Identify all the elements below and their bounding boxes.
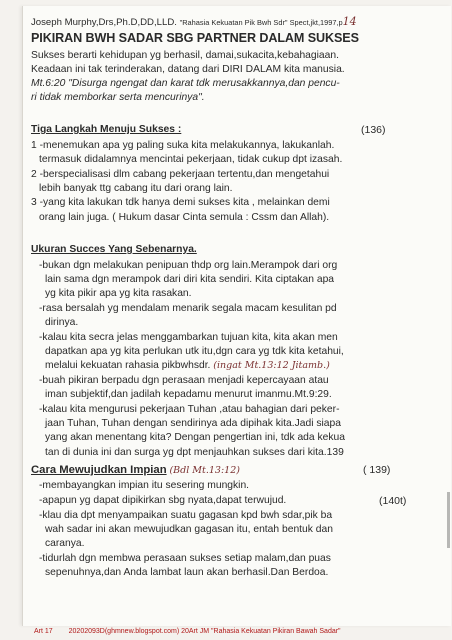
- body-line: -apapun yg dapat dipikirkan sbg nyata,dapat terwujud.: [39, 495, 287, 506]
- citation-author: Joseph Murphy,Drs,Ph.D,DD,LLD.: [31, 17, 177, 28]
- margin-mark: [447, 492, 450, 548]
- body-line: lain sama dgn merampok dari diri kita sendiri. Kita ciptakan apa: [45, 274, 335, 285]
- body-line: tan di dunia ini dan surga yg dpt menjauhkan sukses dari kita.139: [45, 447, 344, 458]
- handwritten-annotation: (ingat Mt.13:12 Jitamb.): [213, 360, 330, 371]
- body-line: jaan Tuhan, Tuhan dengan sendirinya ada dipihak kita.Jadi siapa: [45, 418, 341, 429]
- intro-line-4: ri tidak memborkar serta mencurinya".: [31, 92, 205, 103]
- body-line: yang akan menentang kita? Dengan pengertian ini, tdk ada kekua: [45, 432, 345, 443]
- body-line: -kalau kita secra jelas menggambarkan tujuan kita, kita akan men: [39, 332, 338, 343]
- step-line: 3 -yang kita lakukan tdk hanya demi sukses kita , melainkan demi: [31, 197, 330, 208]
- page-footer: [34, 628, 355, 635]
- body-line: -bukan dgn melakukan penipuan thdp org lain.Merampok dari org: [39, 260, 338, 271]
- document-page: [22, 6, 451, 626]
- intro-line-2: Keadaan ini tak terinderakan, datang dari DIRI DALAM kita manusia.: [31, 64, 345, 75]
- body-line: yg kita pikir apa yg kita rasakan.: [45, 288, 192, 299]
- section-heading-ukuran-sukses: Ukuran Succes Yang Sebenarnya.: [31, 244, 197, 255]
- body-line: -membayangkan impian itu sesering mungkin.: [39, 480, 250, 491]
- body-line: sepenuhnya,dan Anda lambat laun akan berhasil.Dan Berdoa.: [45, 567, 329, 578]
- step-line: orang lain juga. ( Hukum dasar Cinta semula : Cssm dan Allah).: [39, 212, 330, 223]
- section3-heading-line: [31, 464, 240, 477]
- intro-line-3: Mt.6:20 "Disurga ngengat dan karat tdk merusakkannya,dan pencu-: [31, 78, 340, 89]
- section1-page-ref: (136): [361, 124, 386, 136]
- body-line: -buah pikiran berpadu dgn perasaan menjadi kepercayaan atau: [39, 375, 329, 386]
- section-heading-cara-mewujudkan: Cara Mewujudkan Impian: [31, 464, 167, 476]
- body-line: -klau dia dpt menyampaikan suatu gagasan kpd bwh sdar,pik ba: [39, 510, 333, 521]
- step-line: 2 -berspecialisasi dlm cabang pekerjaan tertentu,dan mengetahui: [31, 169, 330, 180]
- body-line: -tidurlah dgn membwa perasaan sukses setiap malam,dan puas: [39, 553, 331, 564]
- section-heading-tiga-langkah: Tiga Langkah Menuju Sukses :: [31, 124, 182, 135]
- step-line: 1 -menemukan apa yg paling suka kita melakukannya, lakukanlah.: [31, 140, 335, 151]
- page-title: PIKIRAN BWH SADAR SBG PARTNER DALAM SUKSES: [31, 31, 359, 45]
- body-line: dapatkan apa yg kita perlukan utk itu,dgn cara yg tdk kita ketahui,: [45, 346, 344, 357]
- citation-line: [31, 16, 357, 29]
- section3-page-ref: ( 139): [363, 464, 391, 476]
- body-line: caranya.: [45, 538, 85, 549]
- citation-source: "Rahasia Kekuatan Pik Bwh Sdr" Spect,jkt,1997,p: [179, 18, 343, 27]
- footer-art-number: Art 17: [34, 628, 53, 635]
- body-line-text: melalui kekuatan rahasia pikbwhsdr.: [45, 360, 211, 371]
- step-line: termasuk didalamnya mencintai pekerjaan, tidak cukup dpt izasah.: [39, 154, 343, 165]
- body-line: [45, 360, 330, 372]
- intro-line-1: Sukses berarti kehidupan yg berhasil, damai,sukacita,kebahagiaan.: [31, 50, 339, 61]
- handwritten-annotation: (Bdl Mt.13:12): [169, 465, 240, 476]
- body-line: -rasa bersalah yg mendalam menarik segala macam kesulitan pd: [39, 303, 337, 314]
- step-line: lebih banyak ttg cabang itu dari orang lain.: [39, 183, 233, 194]
- body-line: -kalau kita mengurusi pekerjaan Tuhan ,atau bahagian dari peker-: [39, 404, 340, 415]
- body-line: dirinya.: [45, 317, 79, 328]
- body-line: wah sadar ini akan mewujudkan gagasan itu, entah bentuk dan: [45, 524, 333, 535]
- body-line: iman subjektif,dan jadilah kepadamu menurut imanmu.Mt.9:29.: [45, 389, 332, 400]
- citation-page: 14: [342, 15, 357, 28]
- footer-source: 20202093D(ghmnew.blogspot.com) 20Art JM "Rahasia Kekuatan Pikiran Bawah Sadar": [68, 628, 341, 635]
- section3-page-ref-2: (140t): [379, 495, 407, 507]
